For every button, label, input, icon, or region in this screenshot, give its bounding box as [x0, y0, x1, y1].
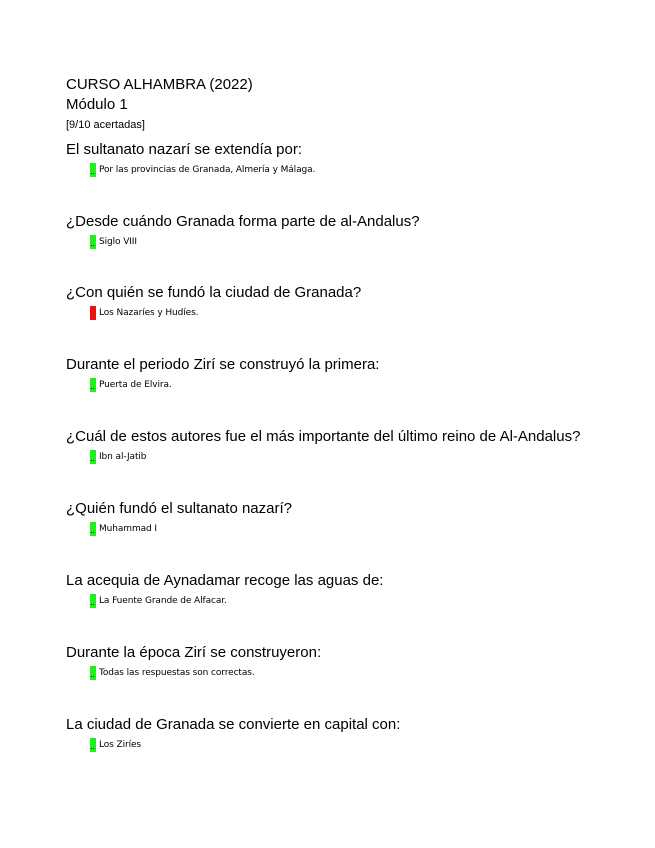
answer-text: Por las provincias de Granada, Almería y Málaga.: [99, 165, 316, 175]
question-text: El sultanato nazarí se extendía por:: [66, 141, 302, 158]
question-block: [66, 644, 646, 679]
question-block: [66, 428, 646, 463]
answer-row: [90, 666, 255, 680]
answer-text: Muhammad I: [99, 524, 157, 534]
course-title: CURSO ALHAMBRA (2022): [66, 76, 253, 93]
answer-text: Los Nazaríes y Hudíes.: [99, 308, 199, 318]
question-block: [66, 284, 646, 318]
answer-row: [90, 306, 198, 320]
answer-row: [90, 235, 137, 249]
marker-glyph: ..: [90, 742, 96, 751]
correct-marker: [90, 522, 96, 536]
question-text: La acequia de Aynadamar recoge las aguas de:: [66, 572, 384, 589]
marker-glyph: ..: [90, 167, 96, 176]
answer-text: Puerta de Elvira.: [99, 380, 172, 390]
question-text: Durante el periodo Zirí se construyó la primera:: [66, 356, 380, 373]
answer-text: Todas las respuestas son correctas.: [99, 668, 255, 678]
correct-marker: [90, 450, 96, 464]
incorrect-marker: [90, 306, 96, 320]
question-text: ¿Quién fundó el sultanato nazarí?: [66, 500, 292, 517]
correct-marker: [90, 235, 96, 249]
question-text: ¿Desde cuándo Granada forma parte de al-Andalus?: [66, 213, 420, 230]
correct-marker: [90, 666, 96, 680]
marker-glyph: ..: [90, 454, 96, 463]
answer-row: [90, 163, 315, 177]
answer-text: Siglo VIII: [99, 237, 137, 247]
answer-text: La Fuente Grande de Alfacar.: [99, 596, 227, 606]
question-block: [66, 213, 646, 248]
question-text: ¿Cuál de estos autores fue el más importante del último reino de Al-Andalus?: [66, 428, 581, 445]
question-text: La ciudad de Granada se convierte en capital con:: [66, 716, 401, 733]
question-block: [66, 356, 646, 391]
question-block: [66, 716, 646, 751]
answer-row: [90, 738, 141, 752]
marker-glyph: ..: [90, 598, 96, 607]
marker-glyph: ..: [90, 382, 96, 391]
question-block: [66, 500, 646, 535]
correct-marker: [90, 594, 96, 608]
question-block: [66, 572, 646, 607]
answer-row: [90, 522, 157, 536]
answer-text: Ibn al-Jatib: [99, 452, 147, 462]
question-text: Durante la época Zirí se construyeron:: [66, 644, 322, 661]
answer-row: [90, 594, 227, 608]
answer-row: [90, 378, 172, 392]
answer-text: Los Ziríes: [99, 740, 142, 750]
marker-glyph: ..: [90, 239, 96, 248]
module-title: Módulo 1: [66, 96, 128, 113]
score-summary: [9/10 acertadas]: [66, 119, 145, 131]
correct-marker: [90, 738, 96, 752]
marker-glyph: ..: [90, 526, 96, 535]
correct-marker: [90, 378, 96, 392]
correct-marker: [90, 163, 96, 177]
answer-row: [90, 450, 146, 464]
question-block: [66, 141, 646, 176]
question-text: ¿Con quién se fundó la ciudad de Granada?: [66, 284, 362, 301]
marker-glyph: ..: [90, 670, 96, 679]
